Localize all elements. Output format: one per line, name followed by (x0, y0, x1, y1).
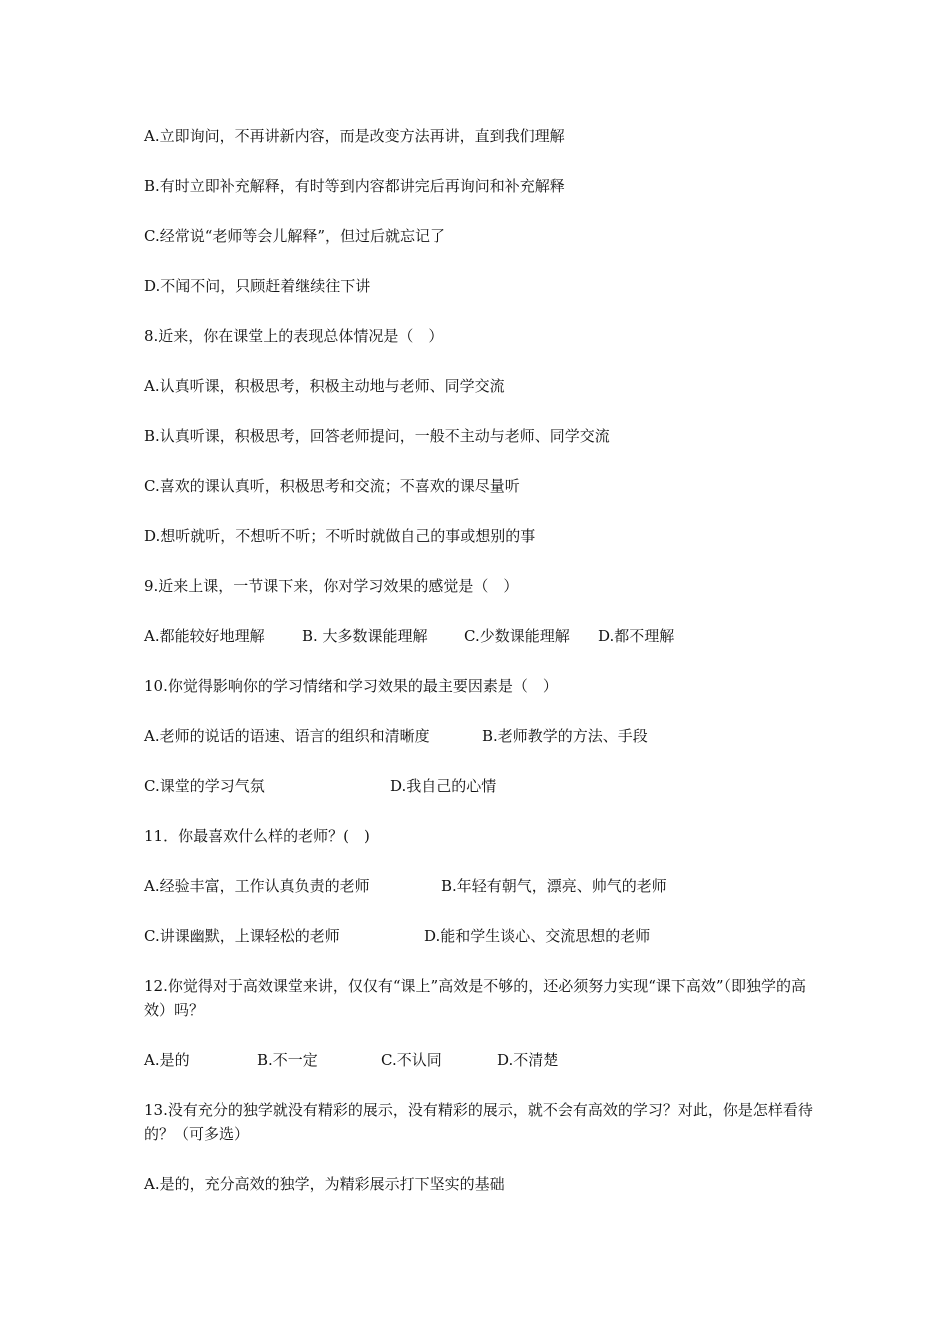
q8-option-a: A.认真听课，积极思考，积极主动地与老师、同学交流 (144, 377, 505, 395)
q12-option-d: D.不清楚 (497, 1051, 559, 1069)
q7-option-b: B.有时立即补充解释，有时等到内容都讲完后再询问和补充解释 (144, 177, 565, 195)
q8-option-b: B.认真听课，积极思考，回答老师提问，一般不主动与老师、同学交流 (144, 427, 610, 445)
q11-option-c: C.讲课幽默，上课轻松的老师 (144, 927, 340, 945)
q11-option-d: D.能和学生谈心、交流思想的老师 (424, 927, 651, 945)
q10-options-ab (144, 724, 824, 748)
question-13: 13.没有充分的独学就没有精彩的展示，没有精彩的展示，就不会有高效的学习？对此，你是怎样看待的？（可多选） (144, 1101, 813, 1143)
question-12: 12.你觉得对于高效课堂来讲，仅仅有“课上”高效是不够的，还必须努力实现“课下高效”（即独学的高效）吗？ (144, 977, 807, 1019)
q12-options (144, 1048, 824, 1072)
q13-option-a: A.是的，充分高效的独学，为精彩展示打下坚实的基础 (144, 1175, 505, 1193)
q9-option-b: B. 大多数课能理解 (302, 627, 428, 645)
q7-option-d: D.不闻不问，只顾赶着继续往下讲 (144, 277, 371, 295)
question-10: 10.你觉得影响你的学习情绪和学习效果的最主要因素是（ ） (144, 677, 558, 695)
q10-option-a: A.老师的说话的语速、语言的组织和清晰度 (144, 727, 430, 745)
q11-options-cd (144, 924, 824, 948)
q11-option-b: B.年轻有朝气，漂亮、帅气的老师 (441, 877, 667, 895)
question-11: 11．你最喜欢什么样的老师？( ) (144, 827, 370, 845)
q10-option-d: D.我自己的心情 (390, 777, 497, 795)
q12-option-a: A.是的 (144, 1051, 190, 1069)
q7-option-a: A.立即询问，不再讲新内容，而是改变方法再讲，直到我们理解 (144, 127, 565, 145)
q8-option-d: D.想听就听，不想听不听；不听时就做自己的事或想别的事 (144, 527, 536, 545)
q10-options-cd (144, 774, 824, 798)
q9-options (144, 624, 824, 648)
q7-option-c: C.经常说“老师等会儿解释”，但过后就忘记了 (144, 227, 446, 245)
q9-option-a: A.都能较好地理解 (144, 627, 265, 645)
q8-option-c: C.喜欢的课认真听，积极思考和交流；不喜欢的课尽量听 (144, 477, 520, 495)
question-8: 8.近来，你在课堂上的表现总体情况是（ ） (144, 327, 444, 345)
q12-option-c: C.不认同 (381, 1051, 442, 1069)
q10-option-c: C.课堂的学习气氛 (144, 777, 265, 795)
q12-option-b: B.不一定 (257, 1051, 318, 1069)
q10-option-b: B.老师教学的方法、手段 (482, 727, 648, 745)
q9-option-c: C.少数课能理解 (464, 627, 570, 645)
question-9: 9.近来上课，一节课下来，你对学习效果的感觉是（ ） (144, 577, 519, 595)
q11-options-ab (144, 874, 824, 898)
q11-option-a: A.经验丰富，工作认真负责的老师 (144, 877, 370, 895)
q9-option-d: D.都不理解 (598, 627, 675, 645)
